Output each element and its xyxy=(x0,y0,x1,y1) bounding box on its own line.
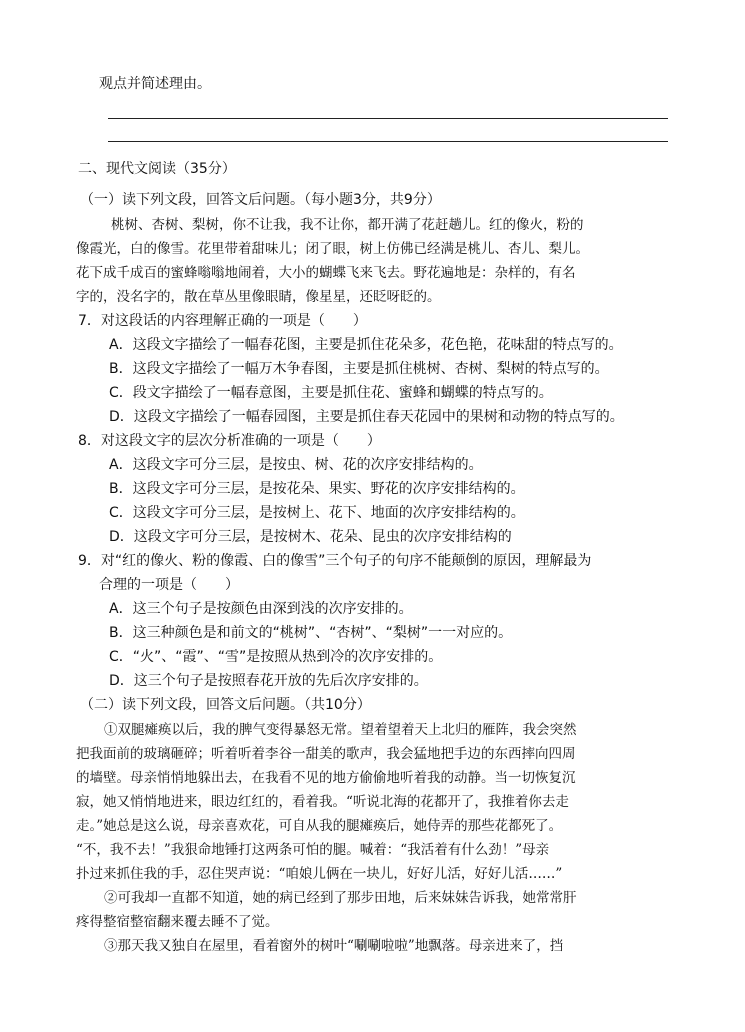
q7-option-a[interactable]: A．这段文字描绘了一幅春花图，主要是抓住花朵多，花色艳，花味甜的特点写的。 xyxy=(109,337,623,353)
answer-line-1 xyxy=(108,118,668,119)
q9-option-a[interactable]: A．这三个句子是按颜色由深到浅的次序安排的。 xyxy=(109,601,413,617)
q8-option-c[interactable]: C．这段文字可分三层，是按树上、花下、地面的次序安排结构的。 xyxy=(109,505,525,521)
q9-stem-continued: 合理的一项是（ ） xyxy=(99,577,239,593)
passage2-line: 把我面前的玻璃砸碎；听着听着李谷一甜美的歌声，我会猛地把手边的东西摔向四周 xyxy=(76,746,576,762)
q9-option-c[interactable]: C．“火”、“霞”、“雪”是按照从热到冷的次序安排的。 xyxy=(109,649,443,665)
passage1-line: 像霞光，白的像雪。花里带着甜味儿；闭了眼，树上仿佛已经满是桃儿、杏儿、梨儿。 xyxy=(76,241,589,257)
part2-heading: （二）读下列文段，回答文后问题。（共10分） xyxy=(80,697,371,713)
q8-option-b[interactable]: B．这段文字可分三层，是按花朵、果实、野花的次序安排结构的。 xyxy=(109,481,525,497)
part1-heading: （一）读下列文段，回答文后问题。（每小题3分，共9分） xyxy=(80,192,441,208)
q9-option-d[interactable]: D．这三个句子是按照春花开放的先后次序安排的。 xyxy=(109,673,428,689)
passage2-line: 的墙壁。母亲悄悄地躲出去，在我看不见的地方偷偷地听着我的动静。当一切恢复沉 xyxy=(76,770,576,786)
passage2-line: 疼得整宿整宿翻来覆去睡不了觉。 xyxy=(76,914,279,930)
section-heading: 二、现代文阅读（35分） xyxy=(78,161,236,177)
q7-stem: 7．对这段话的内容理解正确的一项是（ ） xyxy=(78,313,367,329)
passage2-line: ①双腿瘫痪以后，我的脾气变得暴怒无常。望着望着天上北归的雁阵，我会突然 xyxy=(104,722,577,738)
passage1-line: 字的，没名字的，散在草丛里像眼睛，像星星，还眨呀眨的。 xyxy=(76,289,441,305)
passage2-line: ③那天我又独自在屋里，看着窗外的树叶“唰唰啦啦”地飘落。母亲进来了，挡 xyxy=(104,938,564,954)
passage2-line: “不，我不去！”我狠命地锤打这两条可怕的腿。喊着：“我活着有什么劲！”母亲 xyxy=(76,842,550,858)
passage2-line: 寂，她又悄悄地进来，眼边红红的，看着我。“听说北海的花都开了，我推着你去走 xyxy=(76,794,569,810)
passage2-line: ②可我却一直都不知道，她的病已经到了那步田地，后来妹妹告诉我，她常常肝 xyxy=(104,890,577,906)
q7-option-c[interactable]: C．段文字描绘了一幅春意图，主要是抓住花、蜜蜂和蝴蝶的特点写的。 xyxy=(109,385,553,401)
q9-option-b[interactable]: B．这三种颜色是和前文的“桃树”、“杏树”、“梨树”一一对应的。 xyxy=(109,625,513,641)
passage1-line: 花下成千成百的蜜蜂嗡嗡地闹着，大小的蝴蝶飞来飞去。野花遍地是：杂样的，有名 xyxy=(76,265,576,281)
passage2-line: 扑过来抓住我的手，忍住哭声说：“咱娘儿俩在一块儿，好好儿活，好好儿活……” xyxy=(76,866,563,882)
q8-stem: 8．对这段文字的层次分析准确的一项是（ ） xyxy=(78,433,381,449)
q8-option-a[interactable]: A．这段文字可分三层，是按虫、树、花的次序安排结构的。 xyxy=(109,457,483,473)
q7-option-d[interactable]: D．这段文字描绘了一幅春园图，主要是抓住春天花园中的果树和动物的特点写的。 xyxy=(109,409,624,425)
passage2-line: 走。”她总是这么说，母亲喜欢花，可自从我的腿瘫痪后，她侍弄的那些花都死了。 xyxy=(76,818,563,834)
question-tail-text: 观点并简述理由。 xyxy=(99,76,211,92)
passage1-line: 桃树、杏树、梨树，你不让我，我不让你，都开满了花赶趟儿。红的像火，粉的 xyxy=(111,217,584,233)
q9-stem: 9．对“红的像火、粉的像霞、白的像雪”三个句子的句序不能颠倒的原因，理解最为 xyxy=(78,553,592,569)
q7-option-b[interactable]: B．这段文字描绘了一幅万木争春图，主要是抓住桃树、杏树、梨树的特点写的。 xyxy=(109,361,609,377)
q8-option-d[interactable]: D．这段文字可分三层，是按树木、花朵、昆虫的次序安排结构的 xyxy=(109,529,512,545)
answer-line-2 xyxy=(108,141,668,142)
